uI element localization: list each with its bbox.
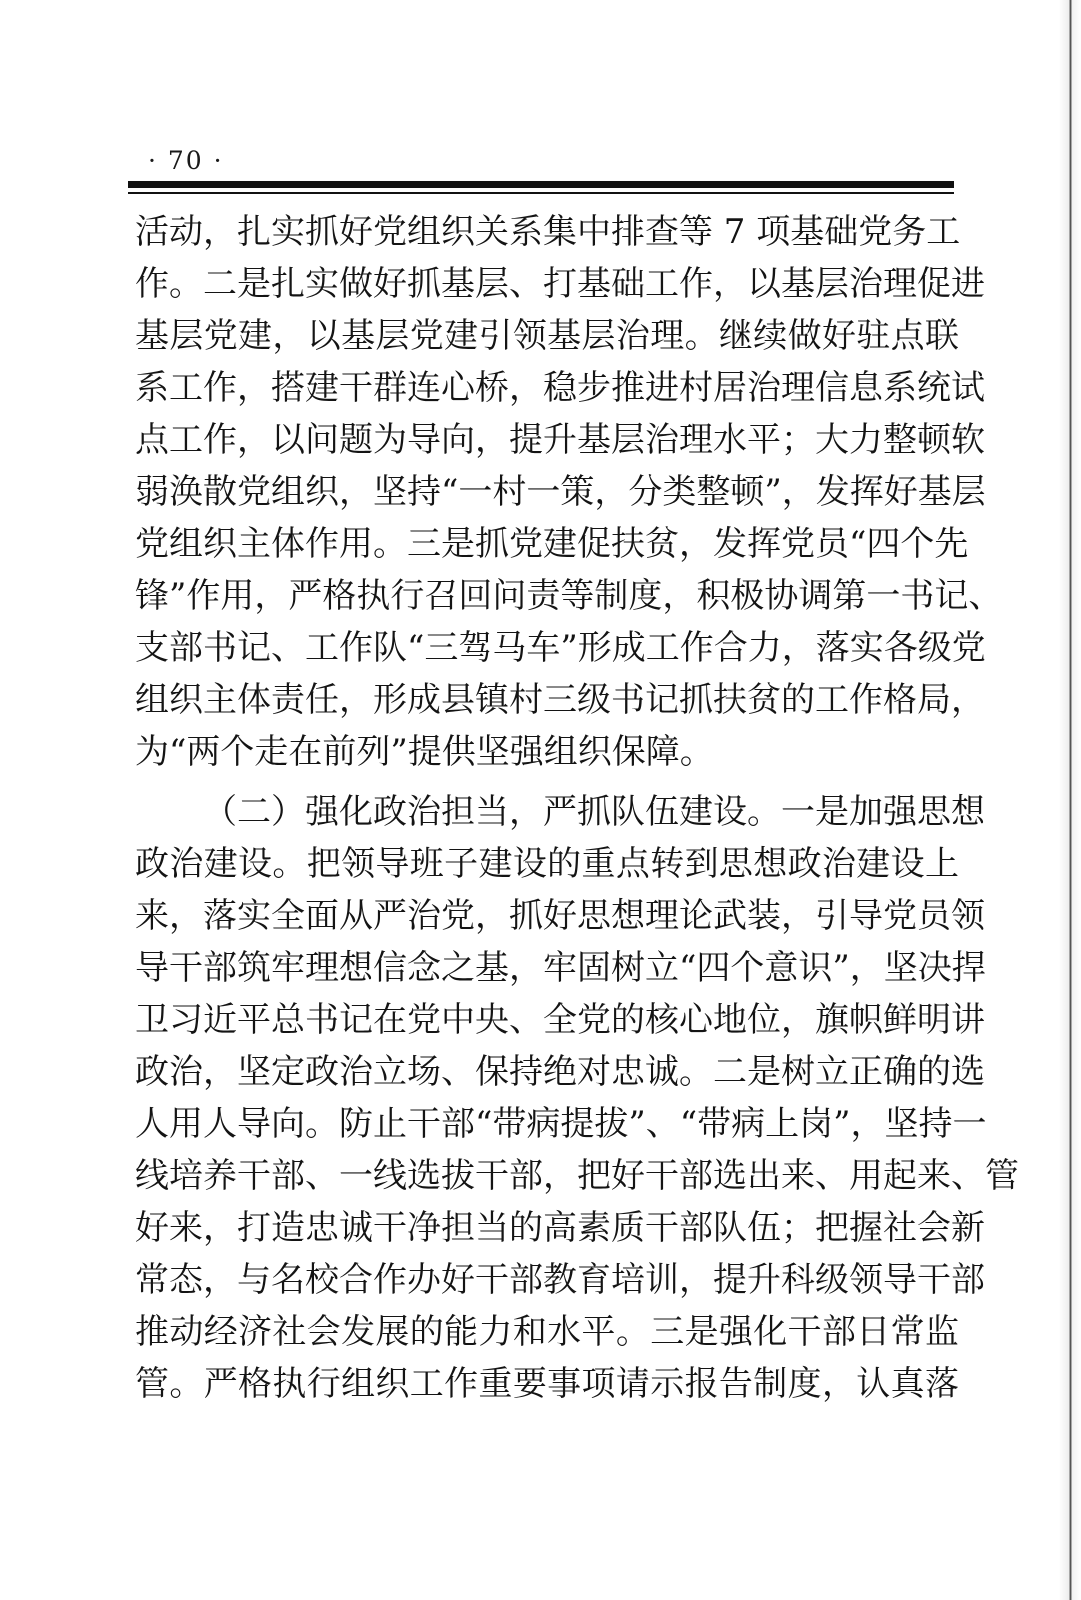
text-line: 系工作，搭建干群连心桥，稳步推进村居治理信息系统试 — [135, 368, 985, 408]
text-line: 锋”作用，严格执行召回问责等制度，积极协调第一书记、 — [135, 576, 1003, 616]
text-line: 来，落实全面从严治党，抓好思想理论武装，引导党员领 — [135, 896, 985, 936]
text-line: 作。二是扎实做好抓基层、打基础工作，以基层治理促进 — [135, 264, 985, 304]
header-rule-thick — [128, 181, 954, 188]
text-line: 政治建设。把领导班子建设的重点转到思想政治建设上 — [135, 844, 959, 884]
paragraph-gap — [135, 778, 959, 786]
text-line: 推动经济社会发展的能力和水平。三是强化干部日常监 — [135, 1312, 959, 1352]
paragraph-2 — [135, 786, 1019, 1410]
text-line: 人用人导向。防止干部“带病提拔”、“带病上岗”，坚持一 — [135, 1104, 987, 1144]
section-heading-line: （二）强化政治担当，严抓队伍建设。一是加强思想 — [203, 792, 985, 832]
body-text — [135, 206, 1019, 1410]
text-line: 为“两个走在前列”提供坚强组织保障。 — [135, 732, 714, 772]
text-line: 常态，与名校合作办好干部教育培训，提升科级领导干部 — [135, 1260, 985, 1300]
text-line: 弱涣散党组织，坚持“一村一策，分类整顿”，发挥好基层 — [135, 472, 986, 512]
text-line: 点工作，以问题为导向，提升基层治理水平；大力整顿软 — [135, 420, 985, 460]
text-line: 管。严格执行组织工作重要事项请示报告制度，认真落 — [135, 1364, 959, 1404]
text-line: 好来，打造忠诚干净担当的高素质干部队伍；把握社会新 — [135, 1208, 985, 1248]
page-number: · 70 · — [148, 146, 224, 175]
text-line: 线培养干部、一线选拔干部，把好干部选出来、用起来、管 — [135, 1156, 1019, 1196]
text-line: 政治，坚定政治立场、保持绝对忠诚。二是树立正确的选 — [135, 1052, 985, 1092]
header-rule-thin — [128, 192, 954, 194]
paragraph-1 — [135, 206, 1003, 778]
text-line: 组织主体责任，形成县镇村三级书记抓扶贫的工作格局， — [135, 680, 985, 720]
text-line: 党组织主体作用。三是抓党建促扶贫，发挥党员“四个先 — [135, 524, 969, 564]
text-line: 卫习近平总书记在党中央、全党的核心地位，旗帜鲜明讲 — [135, 1000, 985, 1040]
scan-edge-shadow — [1059, 0, 1081, 1600]
text-line: 基层党建，以基层党建引领基层治理。继续做好驻点联 — [135, 316, 959, 356]
text-line: 导干部筑牢理想信念之基，牢固树立“四个意识”，坚决捍 — [135, 948, 986, 988]
text-line: 活动，扎实抓好党组织关系集中排查等 7 项基础党务工 — [135, 212, 961, 252]
text-line: 支部书记、工作队“三驾马车”形成工作合力，落实各级党 — [135, 628, 986, 668]
